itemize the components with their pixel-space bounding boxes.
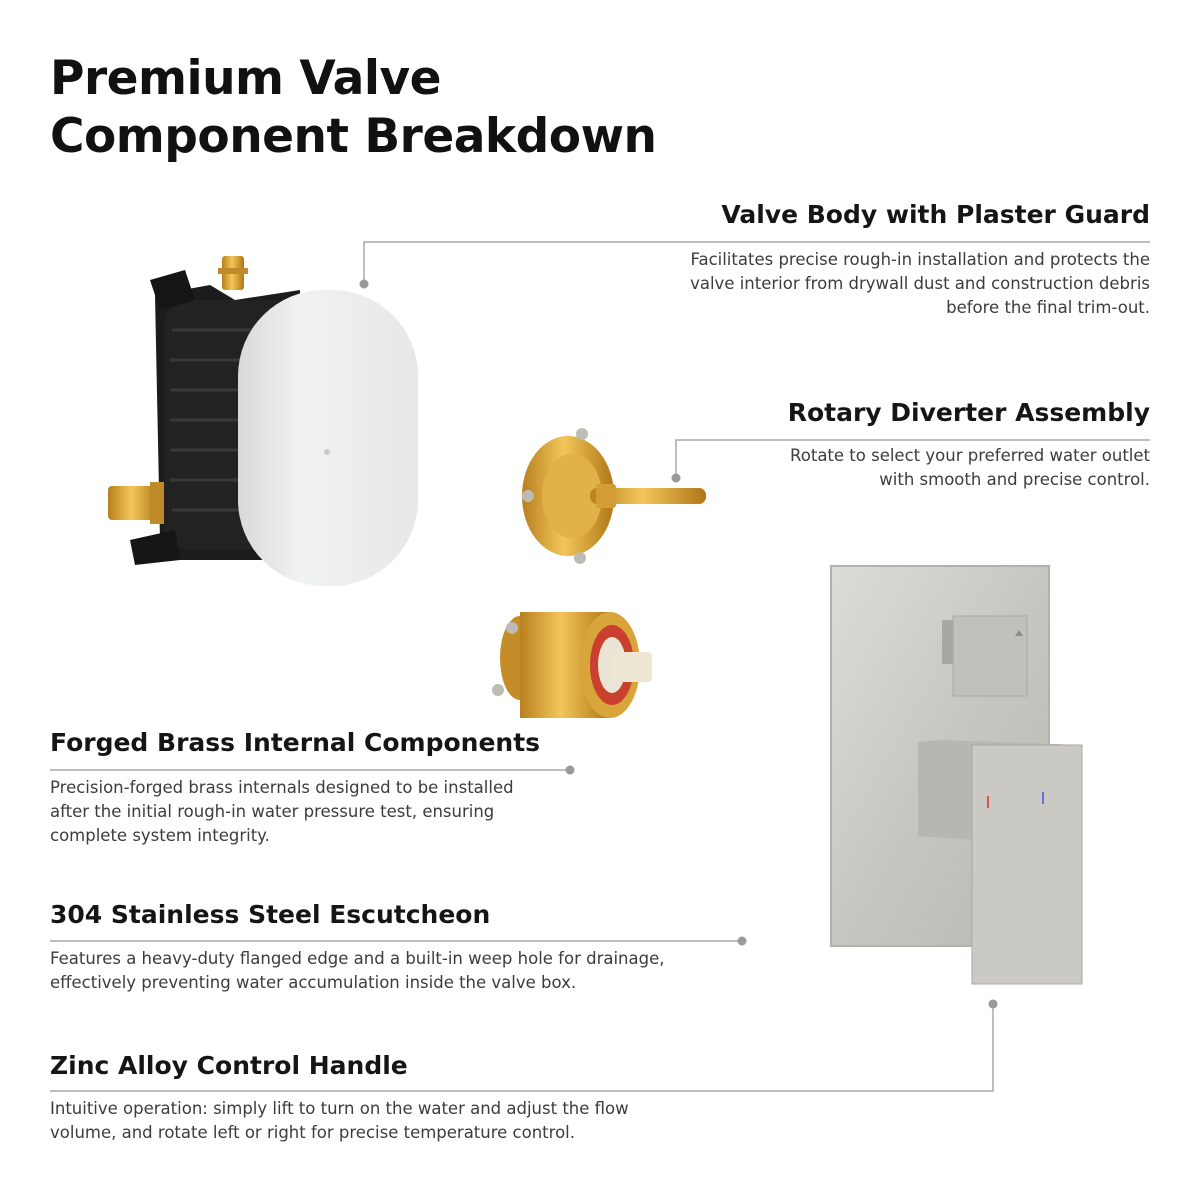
valve-body-description: Facilitates precise rough-in installation and protects the valve interior from drywall dust and construction debris before the final trim-out. xyxy=(690,250,1150,317)
leader-dot-escutcheon xyxy=(738,937,747,946)
escutcheon-description: Features a heavy-duty flanged edge and a built-in weep hole for drainage, effectively preventing water accumulation inside the valve box. xyxy=(50,949,665,992)
valve-body-heading: Valve Body with Plaster Guard xyxy=(721,200,1150,229)
rotary-diverter-description: Rotate to select your preferred water outlet with smooth and precise control. xyxy=(790,446,1150,489)
forged-brass-description: Precision-forged brass internals designed to be installed after the initial rough-in water pressure test, ensuring complete system integrity. xyxy=(50,778,514,845)
escutcheon-heading: 304 Stainless Steel Escutcheon xyxy=(50,900,491,929)
rotary-diverter-heading: Rotary Diverter Assembly xyxy=(787,398,1150,427)
control-handle-heading: Zinc Alloy Control Handle xyxy=(50,1051,408,1080)
forged-brass-heading: Forged Brass Internal Components xyxy=(50,728,541,757)
leader-dot-forged-brass xyxy=(566,766,575,775)
title-line-1: Premium Valve xyxy=(50,51,442,106)
leader-dot-control-handle xyxy=(989,1000,998,1009)
leader-dot-rotary-diverter xyxy=(672,474,681,483)
leader-dot-valve-body xyxy=(360,280,369,289)
title-line-2: Component Breakdown xyxy=(50,109,657,164)
control-handle-description: Intuitive operation: simply lift to turn on the water and adjust the flow volume, and rotate left or right for precise temperature control. xyxy=(50,1099,629,1142)
